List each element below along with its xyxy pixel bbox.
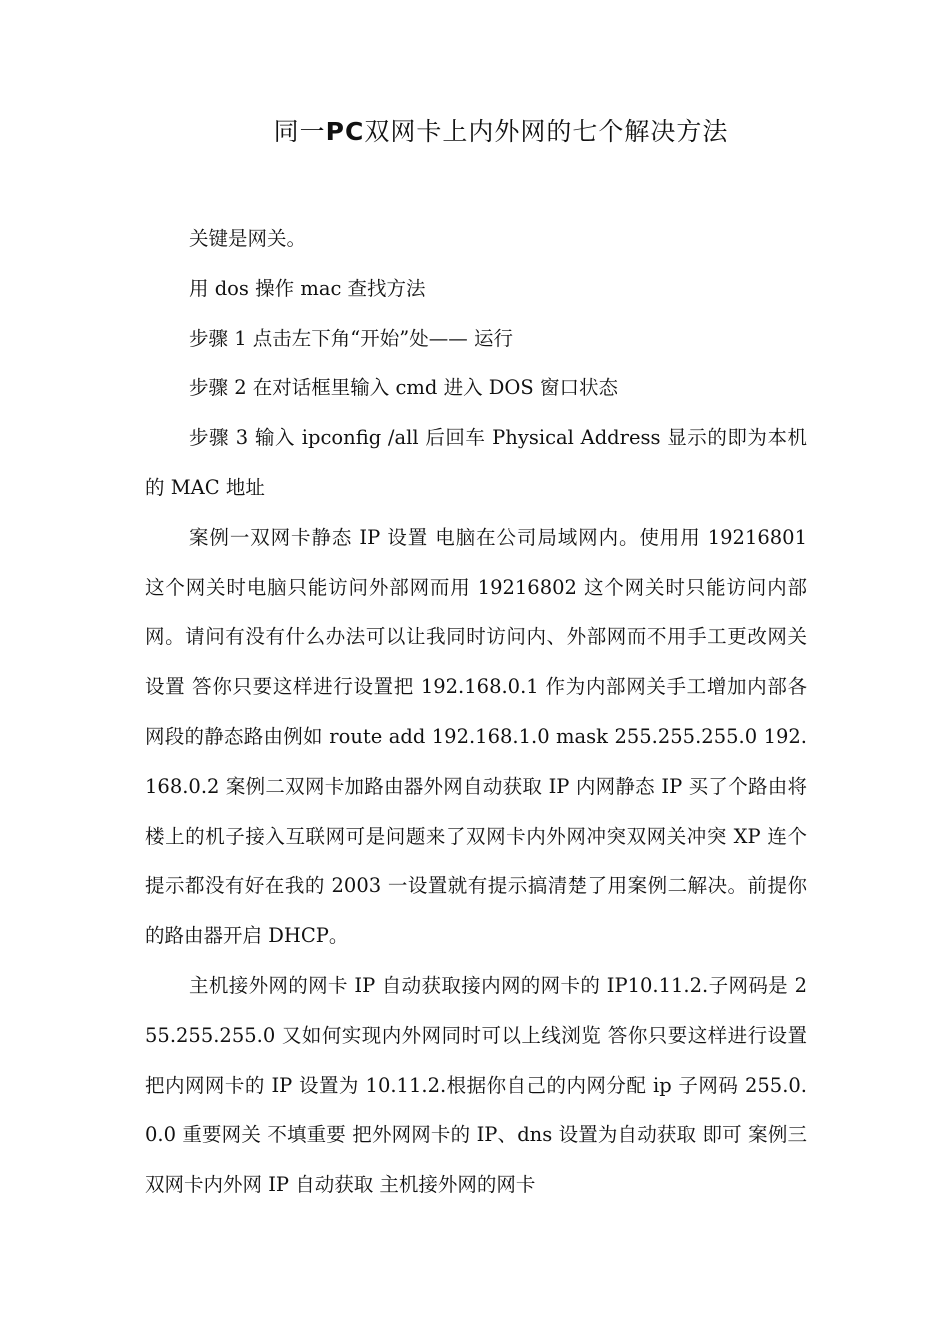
document-title	[0, 112, 950, 152]
title-bold-pc: PC	[325, 117, 365, 146]
document-body	[145, 214, 807, 1210]
paragraph-step-3: 步骤 3 输入 ipconfig /all 后回车 Physical Address 显示的即为本机的 MAC 地址	[145, 426, 807, 499]
paragraph-step-1: 步骤 1 点击左下角“开始”处—— 运行	[189, 326, 513, 350]
paragraph-case-two-solution: 主机接外网的网卡 IP 自动获取接内网的网卡的 IP10.11.2.子网码是 255.255.255.0 又如何实现内外网同时可以上线浏览 答你只要这样进行设置把内网网卡的 IP 设置为 10.11.2.根据你自己的内网分配 ip 子网码 255.0.0.0 重要网关 不填重要 把外网网卡的 IP、dns 设置为自动获取 即可 案例三双网卡内外网 IP 自动获取 主机接外网的网卡	[145, 973, 807, 1197]
paragraph-dos-mac-method: 用 dos 操作 mac 查找方法	[189, 276, 426, 300]
title-prefix: 同一	[273, 117, 326, 146]
paragraph-case-one-two: 案例一双网卡静态 IP 设置 电脑在公司局域网内。使用用 19216801 这个网关时电脑只能访问外部网而用 19216802 这个网关时只能访问内部网。请问有没有什么办法可以让我同时访问内、外部网而不用手工更改网关设置 答你只要这样进行设置把 192.168.0.1 作为内部网关手工增加内部各网段的静态路由例如 route add 192.168.1.0 mask 255.255.255.0 192.168.0.2 案例二双网卡加路由器外网自动获取 IP 内网静态 IP 买了个路由将楼上的机子接入互联网可是问题来了双网卡内外网冲突双网关冲突 XP 连个提示都没有好在我的 2003 一设置就有提示搞清楚了用案例二解决。前提你的路由器开启 DHCP。	[145, 525, 807, 948]
title-suffix: 双网卡上内外网的七个解决方法	[364, 117, 729, 146]
paragraph-step-2: 步骤 2 在对话框里输入 cmd 进入 DOS 窗口状态	[189, 376, 618, 400]
paragraph-key-gateway: 关键是网关。	[189, 227, 307, 250]
